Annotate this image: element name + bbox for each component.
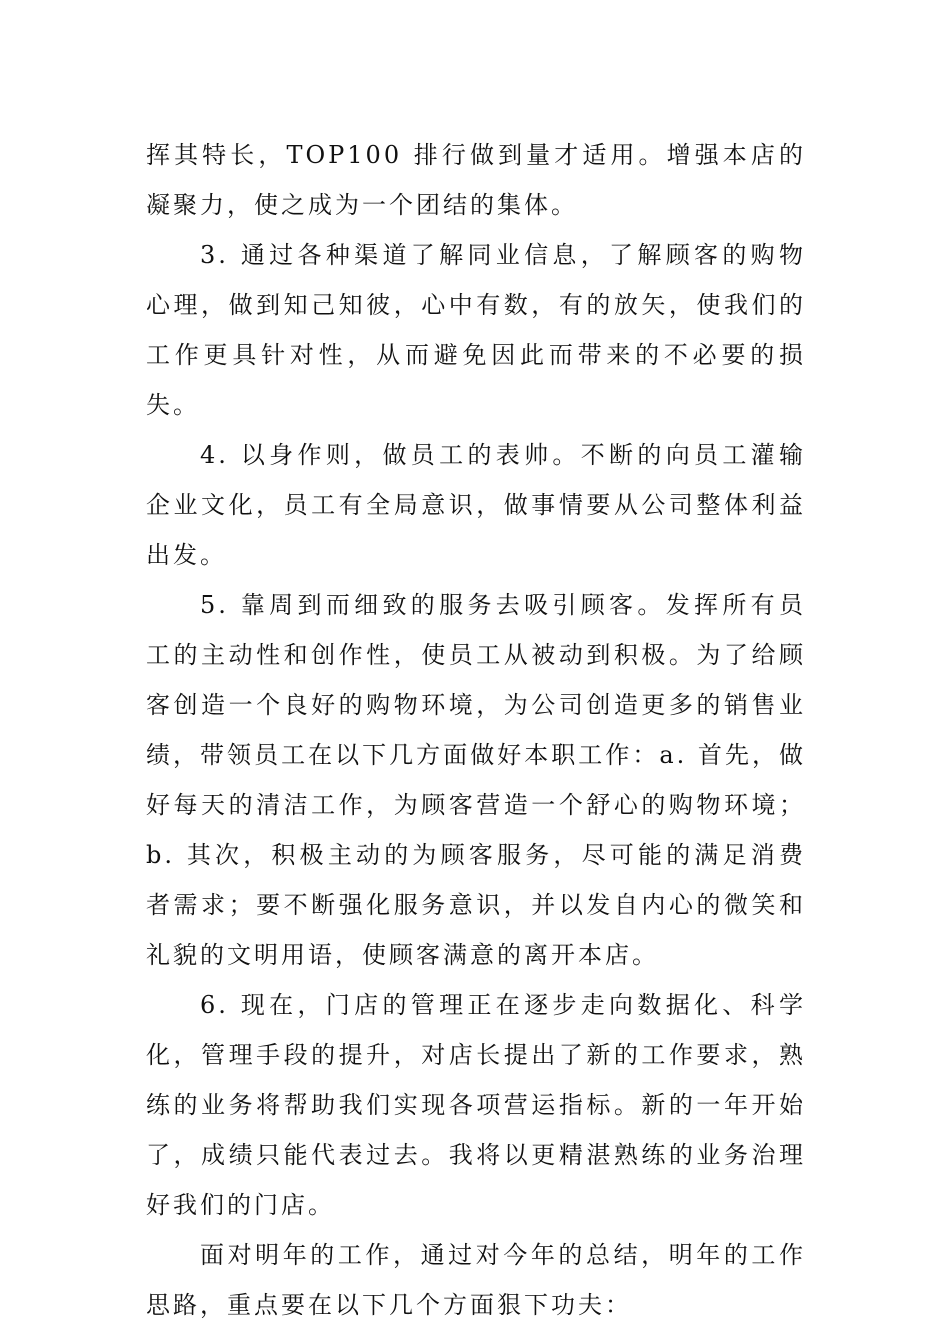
paragraph-item-4: 4. 以身作则，做员工的表帅。不断的向员工灌输企业文化，员工有全局意识，做事情要从公司整体利益出发。 [146, 441, 806, 569]
paragraph-next-year-plan: 面对明年的工作，通过对今年的总结，明年的工作思路，重点要在以下几个方面狠下功夫： [146, 1241, 806, 1319]
paragraph-item-5: 5. 靠周到而细致的服务去吸引顾客。发挥所有员工的主动性和创作性，使员工从被动到积极。为了给顾客创造一个良好的购物环境，为公司创造更多的销售业绩，带领员工在以下几方面做好本职工作：a. 首先，做好每天的清洁工作，为顾客营造一个舒心的购物环境；b. 其次，积极主动的为顾客服务，尽可能的满足消费者需求；要不断强化服务意识，并以发自内心的微笑和礼貌的文明用语，使顾客满意的离开本店。 [146, 591, 806, 969]
paragraph-continuation: 挥其特长，TOP100 排行做到量才适用。增强本店的凝聚力，使之成为一个团结的集体。 [146, 141, 806, 219]
document-body [146, 130, 806, 1330]
paragraph-item-6: 6. 现在，门店的管理正在逐步走向数据化、科学化，管理手段的提升，对店长提出了新的工作要求，熟练的业务将帮助我们实现各项营运指标。新的一年开始了，成绩只能代表过去。我将以更精湛熟练的业务治理好我们的门店。 [146, 991, 806, 1219]
paragraph-item-3: 3. 通过各种渠道了解同业信息，了解顾客的购物心理，做到知己知彼，心中有数，有的放矢，使我们的工作更具针对性，从而避免因此而带来的不必要的损失。 [146, 241, 806, 419]
